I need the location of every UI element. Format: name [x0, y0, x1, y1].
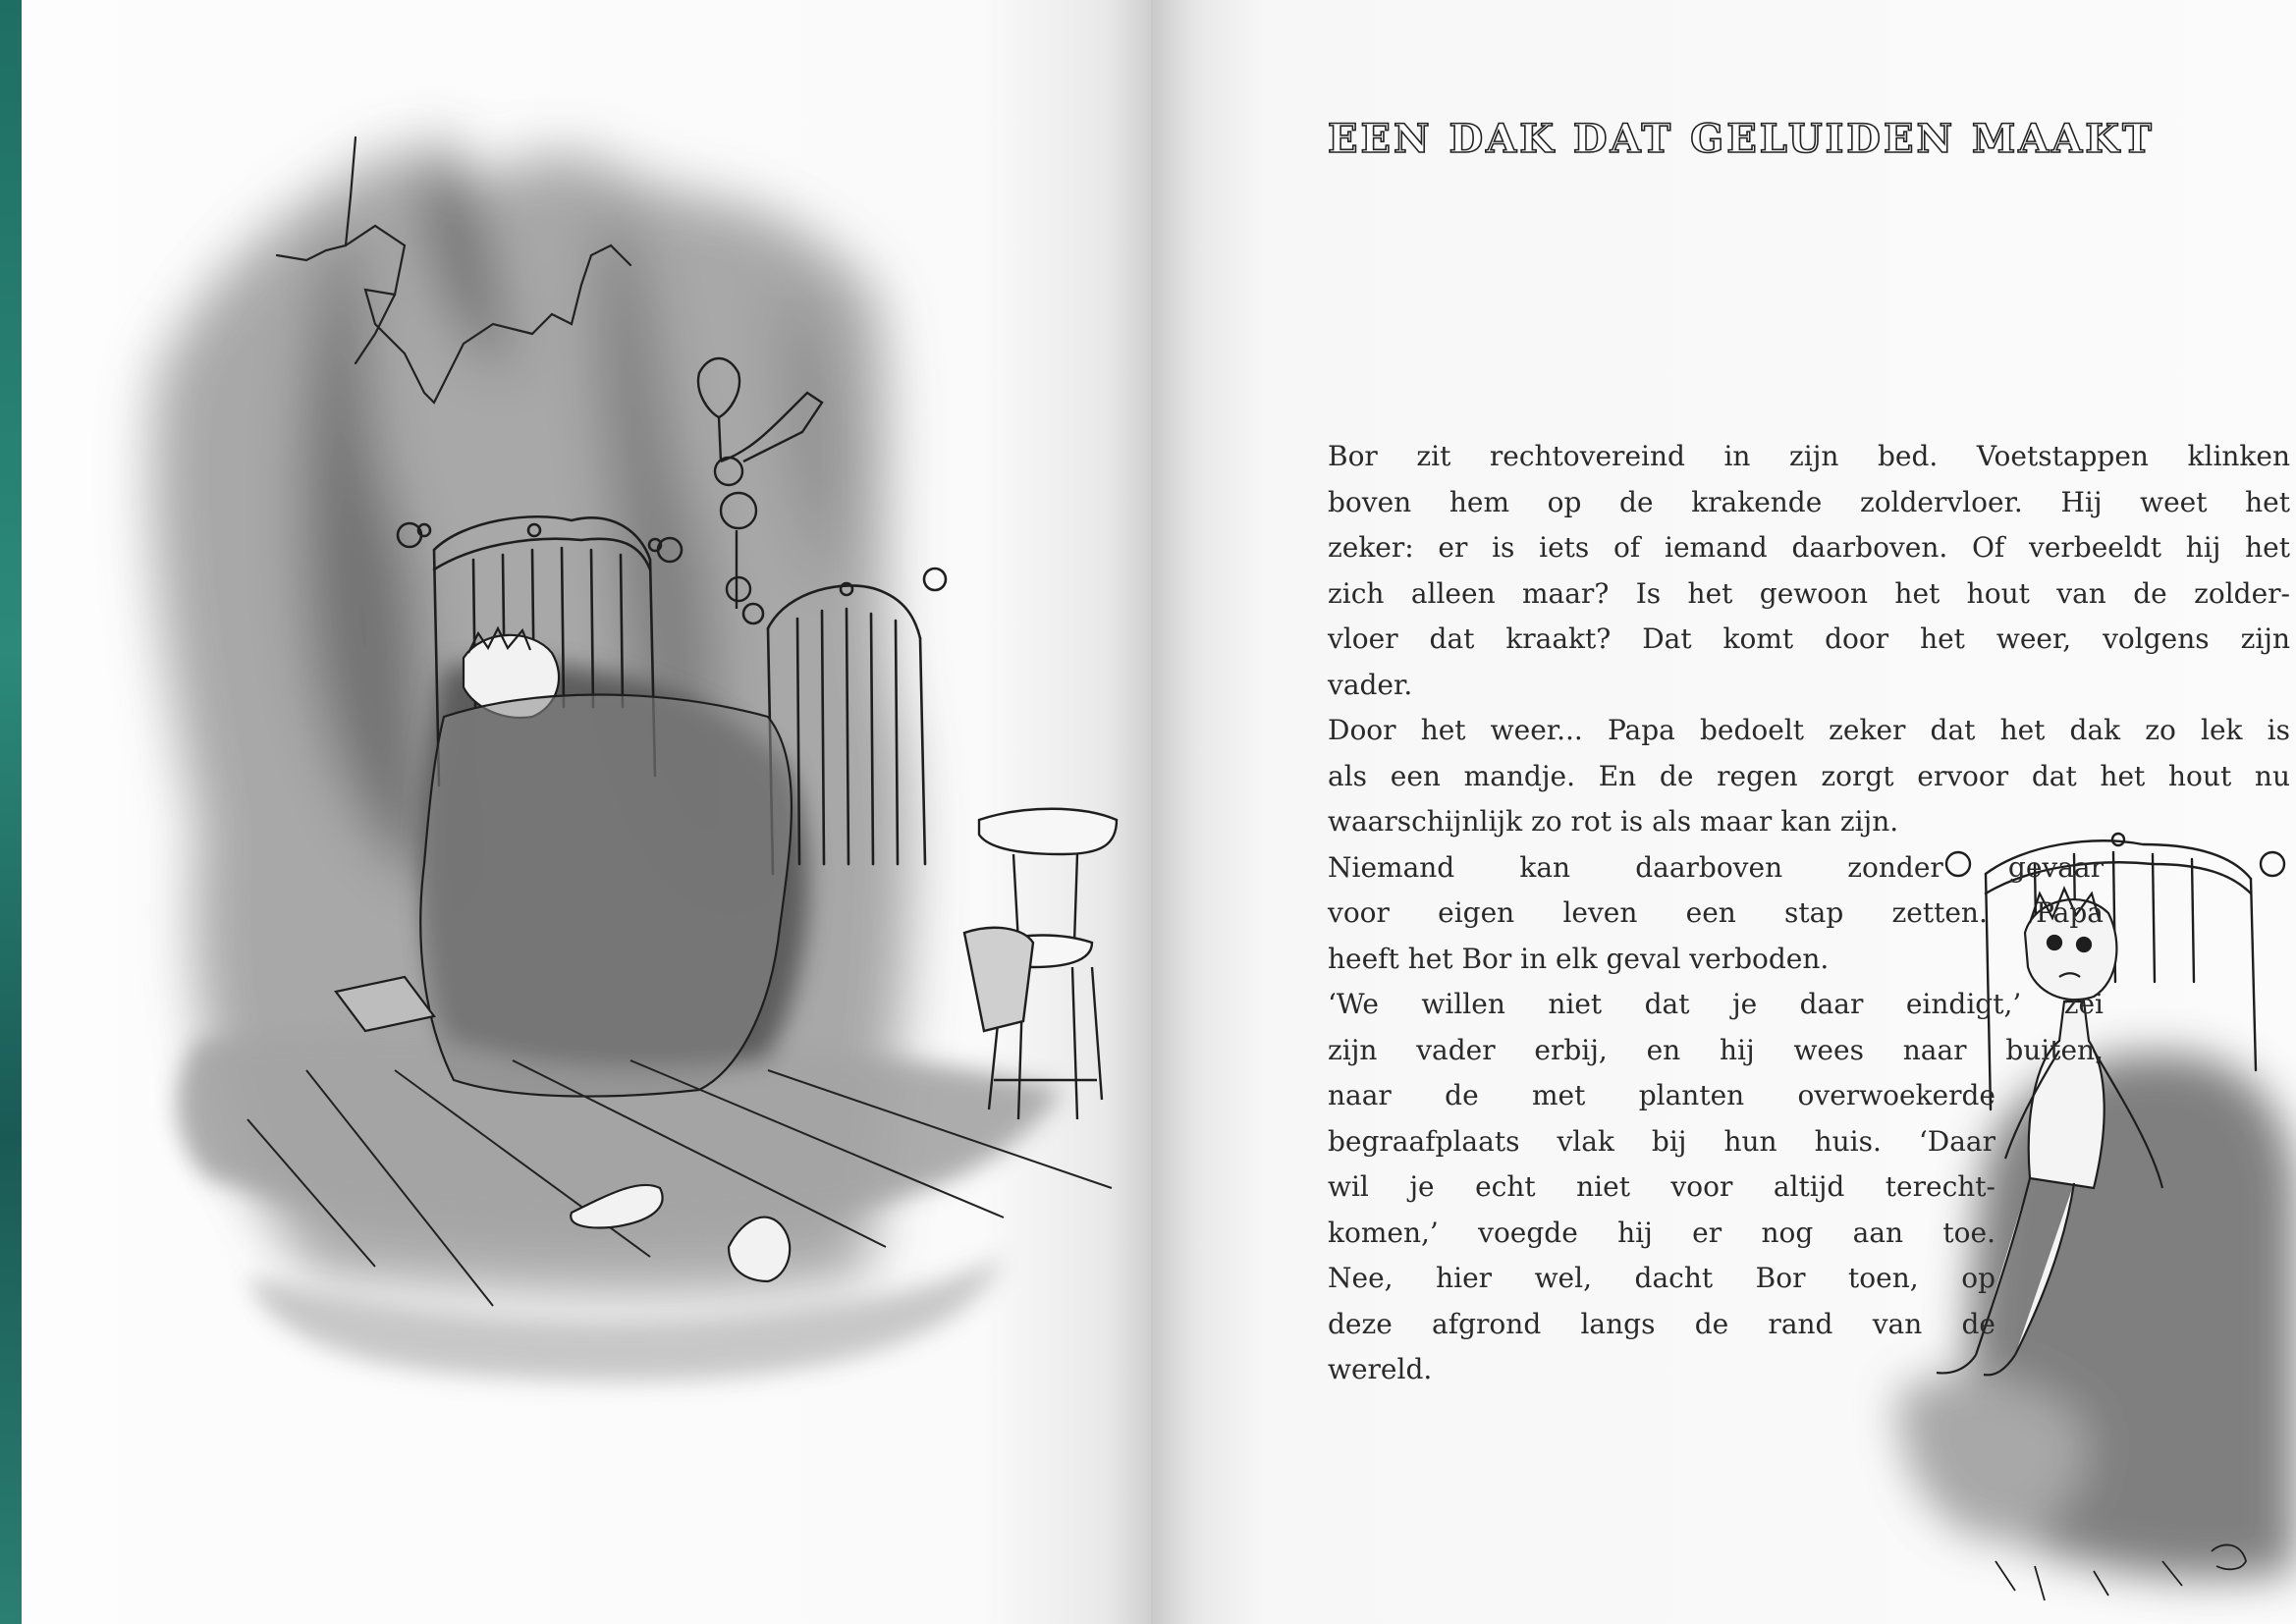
text-line: boven hem op de krakende zoldervloer. Hij weet het [1328, 485, 2290, 518]
text-line: voor eigen leven een stap zetten. Papa [1328, 896, 2104, 929]
bedroom-sketch-icon [22, 0, 1151, 1624]
text-line: Door het weer... Papa bedoelt zeker dat het dak zo lek is [1328, 714, 2290, 746]
text-line: ‘We willen niet dat je daar eindigt,’ zei [1328, 988, 2104, 1020]
text-line: wil je echt niet voor altijd terecht- [1328, 1170, 1995, 1203]
text-line: Niemand kan daarboven zonder gevaar [1328, 850, 2104, 884]
text-line: zich alleen maar? Is het gewoon het hout van de zolder- [1328, 576, 2290, 610]
left-page [22, 0, 1151, 1624]
text-line: deze afgrond langs de rand van de [1328, 1307, 1995, 1340]
text-line: heeft het Bor in elk geval verboden. [1328, 942, 1830, 975]
text-line: zeker: er is iets of iemand daarboven. Of verbeeldt hij het [1328, 531, 2290, 564]
text-line: zijn vader erbij, en hij wees naar buiten, [1328, 1033, 2104, 1066]
text-line: begraafplaats vlak bij hun huis. ‘Daar [1328, 1124, 1995, 1158]
chapter-title: EEN DAK DAT GELUIDEN MAAKT [1328, 116, 2155, 162]
text-line: vader. [1328, 668, 1413, 701]
right-page [1151, 0, 2296, 1624]
text-line: waarschijnlijk zo rot is als maar kan zijn. [1328, 805, 1899, 838]
book-cover-edge [0, 0, 22, 1624]
text-line: Bor zit rechtovereind in zijn bed. Voetstappen klinken [1328, 440, 2290, 472]
text-line: naar de met planten overwoekerde [1328, 1079, 1995, 1111]
text-line: als een mandje. En de regen zorgt ervoor dat het hout nu [1328, 759, 2290, 792]
body-text [1328, 434, 2290, 1393]
text-line: Nee, hier wel, dacht Bor toen, op [1328, 1262, 1995, 1294]
text-line: wereld. [1328, 1353, 1433, 1385]
text-line: komen,’ voegde hij er nog aan toe. [1328, 1216, 1995, 1249]
text-line: vloer dat kraakt? Dat komt door het weer, volgens zijn [1328, 623, 2290, 655]
